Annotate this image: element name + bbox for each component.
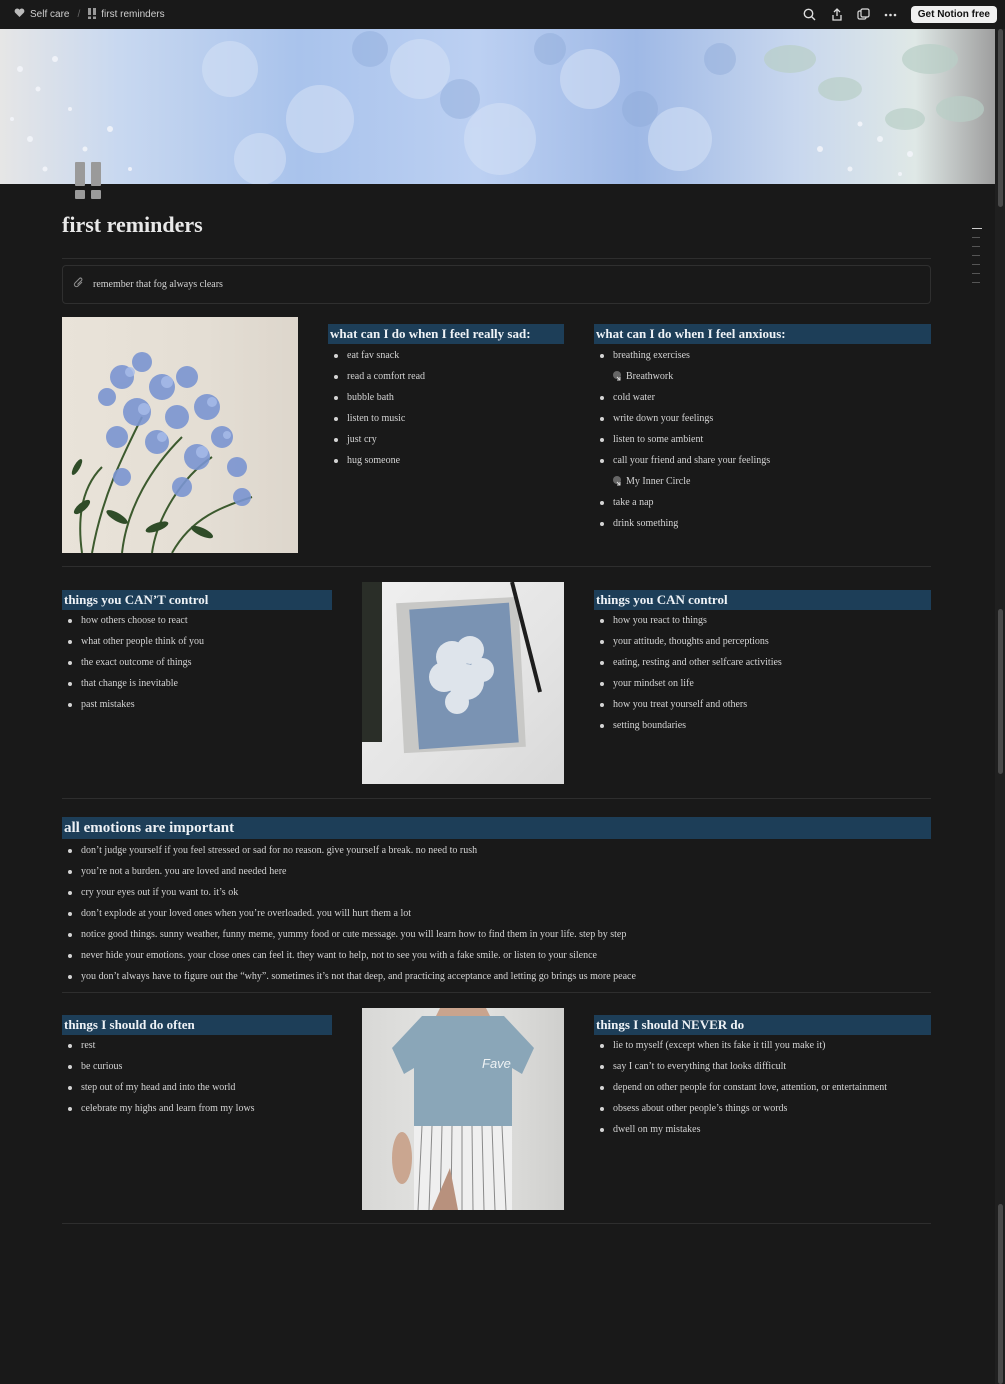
divider xyxy=(62,566,931,567)
emotions-heading[interactable]: all emotions are important xyxy=(62,817,931,839)
anxious-section-heading[interactable]: what can I do when I feel anxious: xyxy=(594,324,931,344)
list-item-text: breathing exercises xyxy=(613,350,690,361)
list-item-text: how others choose to react xyxy=(81,615,188,626)
cant-control-heading[interactable]: things you CAN’T control xyxy=(62,590,332,610)
list-item[interactable] xyxy=(594,1056,931,1077)
list-item-text: your mindset on life xyxy=(613,678,694,689)
divider xyxy=(62,258,931,259)
list-item[interactable] xyxy=(594,513,931,534)
list-item[interactable] xyxy=(594,492,931,513)
breadcrumb-separator: / xyxy=(77,9,81,20)
list-item-text: just cry xyxy=(347,434,377,445)
list-item[interactable] xyxy=(594,345,931,366)
search-icon[interactable] xyxy=(803,8,817,22)
double-exclamation-icon xyxy=(88,8,96,22)
list-item[interactable] xyxy=(594,673,931,694)
page-icon-double-exclamation[interactable] xyxy=(74,162,102,205)
sad-list xyxy=(328,345,564,471)
list-item[interactable] xyxy=(594,450,931,471)
list-item-text: rest xyxy=(81,1040,96,1051)
list-item[interactable] xyxy=(62,631,332,652)
list-item-text: be curious xyxy=(81,1061,123,1072)
list-item[interactable] xyxy=(594,610,931,631)
list-item[interactable] xyxy=(594,429,931,450)
share-icon[interactable] xyxy=(830,8,844,22)
list-item[interactable] xyxy=(62,924,931,945)
list-item-text: bubble bath xyxy=(347,392,394,403)
list-item-text: say I can’t to everything that looks difficult xyxy=(613,1061,787,1072)
callout-text: remember that fog always clears xyxy=(93,279,223,290)
list-item-text: you don’t always have to figure out the “why”. sometimes it’s not that deep, and practicing acceptance and letting go brings us more peace xyxy=(81,971,636,982)
list-item-text: read a comfort read xyxy=(347,371,426,382)
callout[interactable] xyxy=(62,265,931,304)
paperclip-icon xyxy=(73,277,85,292)
list-item-text: don’t explode at your loved ones when you’re overloaded. you will hurt them a lot xyxy=(81,908,412,919)
list-item[interactable] xyxy=(594,408,931,429)
list-item[interactable] xyxy=(62,1098,332,1119)
top-bar xyxy=(0,0,1005,29)
list-item[interactable] xyxy=(594,1077,931,1098)
list-item-text: how you react to things xyxy=(613,615,707,626)
anxious-list xyxy=(594,345,931,534)
can-control-heading[interactable]: things you CAN control xyxy=(594,590,931,610)
page-link-icon xyxy=(612,368,623,379)
scrollbar-segment xyxy=(998,1204,1003,1384)
list-item[interactable] xyxy=(328,387,564,408)
list-item-text: setting boundaries xyxy=(613,720,687,731)
list-item[interactable] xyxy=(62,1056,332,1077)
can-control-list xyxy=(594,610,931,736)
list-item[interactable] xyxy=(62,610,332,631)
scrollbar-thumb[interactable] xyxy=(998,29,1003,207)
list-item-text: My Inner Circle xyxy=(626,476,691,487)
breadcrumb-label: first reminders xyxy=(101,9,165,20)
heart-icon xyxy=(14,8,25,21)
list-item[interactable] xyxy=(594,631,931,652)
list-item-text: eat fav snack xyxy=(347,350,400,361)
list-item-text: that change is inevitable xyxy=(81,678,178,689)
list-item[interactable] xyxy=(328,429,564,450)
list-item[interactable] xyxy=(62,1035,332,1056)
emotions-list xyxy=(62,840,931,987)
list-item-text: what other people think of you xyxy=(81,636,205,647)
do-often-list xyxy=(62,1035,332,1119)
table-of-contents-indicator[interactable] xyxy=(972,228,982,291)
list-item[interactable] xyxy=(62,903,931,924)
list-item[interactable] xyxy=(62,882,931,903)
list-item-text: obsess about other people’s things or words xyxy=(613,1103,788,1114)
scrollbar-segment xyxy=(998,609,1003,774)
list-item[interactable] xyxy=(328,408,564,429)
list-item-text: don’t judge yourself if you feel stressed or sad for no reason. give yourself a break. no need to rush xyxy=(81,845,478,856)
list-item-text: write down your feelings xyxy=(613,413,714,424)
list-item[interactable] xyxy=(594,1035,931,1056)
list-item[interactable] xyxy=(594,387,931,408)
list-item[interactable] xyxy=(328,366,564,387)
list-item[interactable] xyxy=(62,1077,332,1098)
list-item[interactable] xyxy=(594,1119,931,1140)
sad-section-heading[interactable]: what can I do when I feel really sad: xyxy=(328,324,564,344)
list-item-text: lie to myself (except when its fake it till you make it) xyxy=(613,1040,826,1051)
breadcrumb-label: Self care xyxy=(30,9,70,20)
list-item[interactable] xyxy=(62,945,931,966)
list-item-text: how you treat yourself and others xyxy=(613,699,748,710)
list-item-text: step out of my head and into the world xyxy=(81,1082,236,1093)
list-item[interactable] xyxy=(594,715,931,736)
list-item[interactable] xyxy=(62,861,931,882)
divider xyxy=(62,798,931,799)
fave-shirt-image xyxy=(362,1008,564,1210)
breadcrumb-self-care[interactable] xyxy=(10,8,73,21)
list-item-text: the exact outcome of things xyxy=(81,657,192,668)
list-item-text: depend on other people for constant love, attention, or entertainment xyxy=(613,1082,888,1093)
list-item[interactable] xyxy=(62,652,332,673)
list-item-text: cry your eyes out if you want to. it’s ok xyxy=(81,887,239,898)
get-notion-free-button[interactable]: Get Notion free xyxy=(911,6,997,23)
list-item-text: cold water xyxy=(613,392,655,403)
never-do-heading[interactable]: things I should NEVER do xyxy=(594,1015,931,1035)
list-item-text: call your friend and share your feelings xyxy=(613,455,771,466)
list-item-text: eating, resting and other selfcare activities xyxy=(613,657,782,668)
list-item[interactable] xyxy=(594,1098,931,1119)
cant-control-list xyxy=(62,610,332,715)
list-item[interactable] xyxy=(594,694,931,715)
list-item[interactable] xyxy=(62,966,931,987)
list-item-text: notice good things. sunny weather, funny meme, yummy food or cute message. you will learn how to find them in your life. step by step xyxy=(81,929,627,940)
list-item-text: drink something xyxy=(613,518,679,529)
list-item-text: your attitude, thoughts and perceptions xyxy=(613,636,769,647)
list-item-text: never hide your emotions. your close ones can feel it. they want to help, not to see you with a fake smile. or listen to your silence xyxy=(81,950,597,961)
linked-page-item[interactable] xyxy=(594,471,931,492)
list-item-text: celebrate my highs and learn from my lows xyxy=(81,1103,255,1114)
shirt-print: Fave xyxy=(482,1056,511,1071)
divider xyxy=(62,1223,931,1224)
list-item-text: Breathwork xyxy=(626,371,674,382)
list-item-text: hug someone xyxy=(347,455,401,466)
list-item[interactable] xyxy=(62,840,931,861)
list-item[interactable] xyxy=(62,694,332,715)
linked-page-item[interactable] xyxy=(594,366,931,387)
list-item-text: listen to music xyxy=(347,413,406,424)
list-item[interactable] xyxy=(328,345,564,366)
list-item-text: past mistakes xyxy=(81,699,135,710)
page-title[interactable]: first reminders xyxy=(62,212,203,237)
more-options-icon[interactable] xyxy=(884,8,898,22)
list-item-text: listen to some ambient xyxy=(613,434,704,445)
list-item-text: you’re not a burden. you are loved and needed here xyxy=(81,866,287,877)
breadcrumb-first-reminders[interactable] xyxy=(84,8,168,22)
list-item-text: take a nap xyxy=(613,497,654,508)
list-item[interactable] xyxy=(594,652,931,673)
duplicate-icon[interactable] xyxy=(857,8,871,22)
list-item[interactable] xyxy=(328,450,564,471)
scrollbar[interactable] xyxy=(995,29,1005,1384)
list-item-text: dwell on my mistakes xyxy=(613,1124,701,1135)
page-link-icon xyxy=(612,473,623,484)
cover-image xyxy=(0,29,995,184)
blue-flowers-image xyxy=(62,317,298,553)
cloud-postcard-image xyxy=(362,582,564,784)
divider xyxy=(62,992,931,993)
list-item[interactable] xyxy=(62,673,332,694)
never-do-list xyxy=(594,1035,931,1140)
do-often-heading[interactable]: things I should do often xyxy=(62,1015,332,1035)
